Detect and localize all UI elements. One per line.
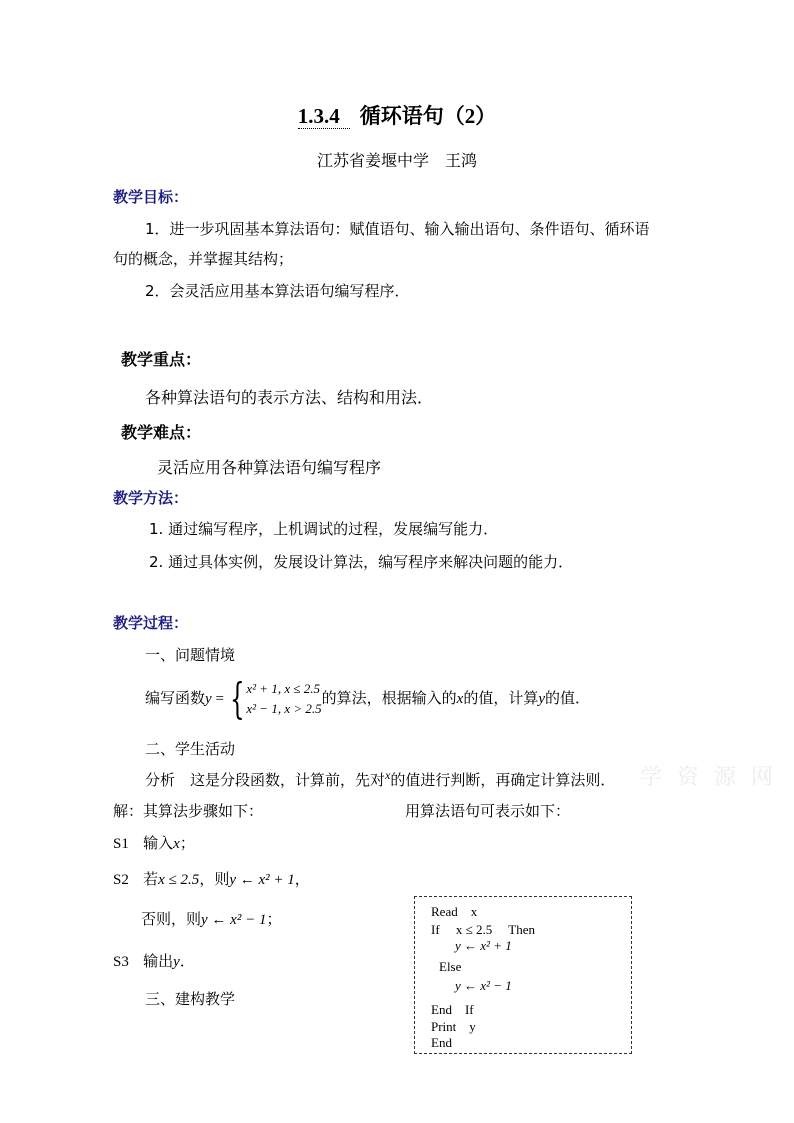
- code-line-read: Read x: [431, 904, 478, 919]
- problem-mid: 的算法，根据输入的: [321, 689, 457, 707]
- left-brace: {: [229, 673, 245, 723]
- step-s2-else: [141, 908, 281, 929]
- problem-var-x: x: [456, 691, 464, 707]
- step-s3-label: S3: [113, 954, 129, 970]
- step-s1-end: ；: [179, 834, 195, 852]
- step-s1: [113, 832, 195, 853]
- step-s2-mid: ，则: [199, 870, 230, 888]
- methods-heading: 教学方法：: [113, 489, 189, 507]
- solution-left: 解：其算法步骤如下：: [113, 802, 264, 820]
- key-points-text: 各种算法语句的表示方法、结构和用法．: [145, 388, 434, 407]
- analysis-prefix: 分析 这是分段函数，计算前，先对: [145, 771, 386, 789]
- title-text: 循环语句（2）: [359, 104, 497, 128]
- step-s3-text: 输出: [143, 952, 174, 970]
- goals-heading: 教学目标：: [113, 188, 189, 206]
- step-s2-else-text: 否则，则: [141, 910, 202, 928]
- problem-prefix: 编写函数: [145, 689, 206, 707]
- section-problem-scenario: 一、问题情境: [145, 646, 236, 664]
- code-line-if: If x ≤ 2.5 Then: [431, 922, 536, 937]
- solution-right: 用算法语句可表示如下：: [405, 802, 571, 820]
- step-s2-label: S2: [113, 872, 129, 888]
- step-s2-else-end: ；: [266, 910, 282, 928]
- author: 江苏省姜堰中学 王鸿: [316, 151, 477, 170]
- watermark: 学 资 源 网: [640, 765, 777, 790]
- problem-var-y2: y: [538, 691, 545, 707]
- code-line-assign-1: y ← x² + 1: [455, 938, 512, 953]
- code-line-end: End: [431, 1035, 452, 1050]
- problem-statement: [145, 673, 591, 723]
- problem-mid2: 的值，计算: [463, 689, 539, 707]
- analysis: [145, 768, 615, 790]
- piecewise-cases: [246, 679, 321, 719]
- case-2: x² − 1, x > 2.5: [246, 700, 322, 716]
- code-line-end-if: End If: [431, 1002, 474, 1017]
- method-item-1: 1. 通过编写程序，上机调试的过程，发展编写能力．: [149, 520, 499, 538]
- step-s2-text: 若: [143, 870, 159, 888]
- title-number: 1.3.4: [298, 104, 350, 129]
- section-student-activity: 二、学生活动: [145, 740, 236, 758]
- step-s3-var: y: [173, 954, 180, 970]
- step-s3: [113, 950, 195, 971]
- step-s2-else-assign: y ← x² − 1: [201, 912, 267, 928]
- step-s3-end: ．: [179, 952, 195, 970]
- difficulties-heading: 教学难点：: [121, 423, 202, 442]
- pseudocode-box: [414, 896, 632, 1054]
- key-points-heading: 教学重点：: [121, 350, 202, 369]
- problem-var-y: y: [205, 691, 212, 707]
- problem-end: 的值．: [545, 689, 591, 707]
- goal-item-2: 2．会灵活应用基本算法语句编写程序．: [145, 282, 410, 300]
- code-line-else: Else: [439, 959, 462, 974]
- step-s2-cond: x ≤ 2.5: [158, 872, 200, 888]
- section-construct-teaching: 三、建构教学: [145, 990, 236, 1008]
- analysis-var-x: x: [385, 768, 391, 782]
- step-s1-label: S1: [113, 836, 129, 852]
- problem-equals: =: [211, 691, 228, 707]
- difficulties-text: 灵活应用各种算法语句编写程序: [157, 458, 382, 477]
- goal-item-1-line1: 1．进一步巩固基本算法语句：赋值语句、输入输出语句、条件语句、循环语: [145, 220, 650, 238]
- case-1: x² + 1, x ≤ 2.5: [246, 680, 320, 696]
- code-line-assign-2: y ← x² − 1: [455, 978, 512, 993]
- process-heading: 教学过程：: [113, 614, 189, 632]
- step-s1-text: 输入: [143, 834, 174, 852]
- code-line-print: Print y: [431, 1019, 476, 1034]
- step-s2-assign: y ← x² + 1: [229, 872, 295, 888]
- step-s2: [113, 868, 310, 889]
- step-s1-var: x: [173, 836, 180, 852]
- goal-item-1-line2: 句的概念，并掌握其结构；: [113, 250, 294, 268]
- analysis-suffix: 的值进行判断，再确定计算法则．: [390, 771, 616, 789]
- method-item-2: 2. 通过具体实例，发展设计算法，编写程序来解决问题的能力．: [149, 553, 574, 571]
- step-s2-end: ，: [294, 870, 310, 888]
- page-title: [0, 100, 794, 130]
